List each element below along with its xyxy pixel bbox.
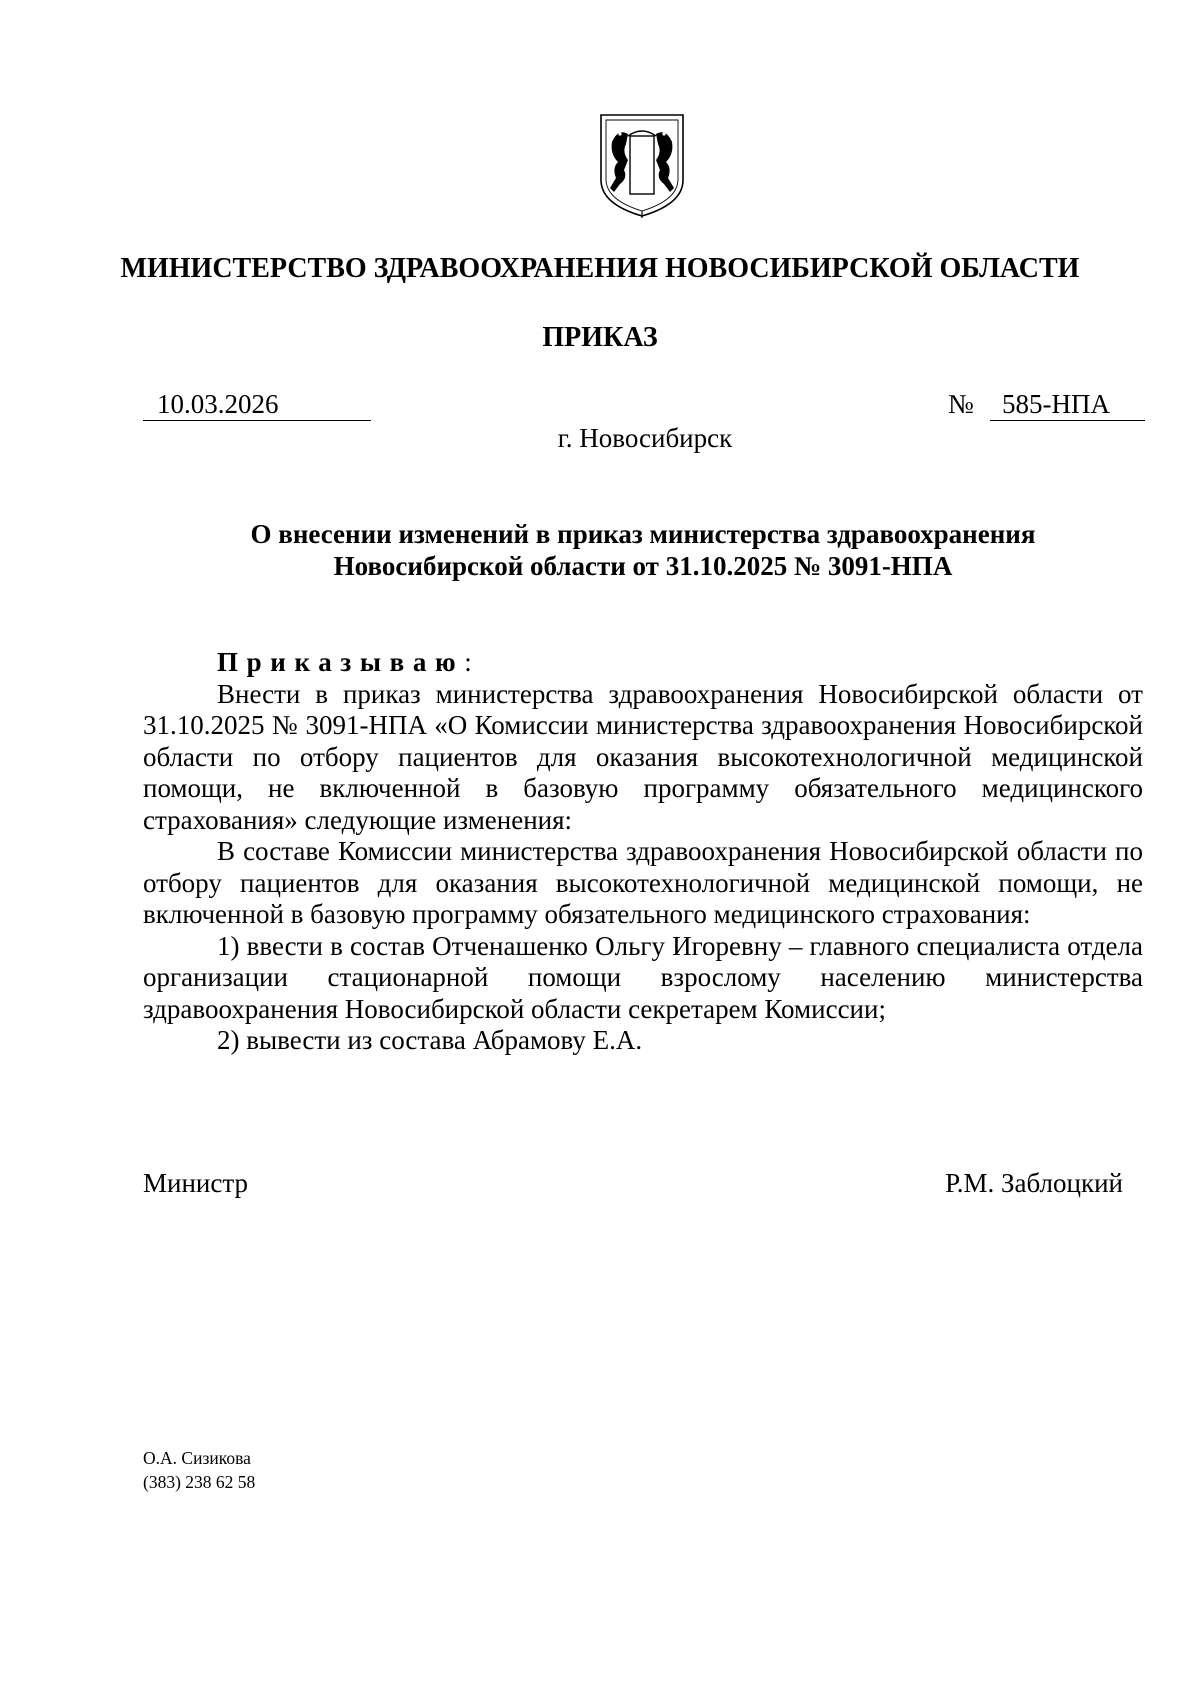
- executor-phone: (383) 238 62 58: [143, 1472, 256, 1492]
- paragraph-2: В составе Комиссии министерства здравоохранения Новосибирской области по отбору пациентов для оказания высокотехнологичной медицинской помощи, не включенной в базовую программу обязательного медицинского страхования:: [143, 836, 1143, 929]
- order-colon: :: [464, 647, 472, 677]
- subject-line-1: О внесении изменений в приказ министерства здравоохранения: [250, 519, 1036, 549]
- order-number: 585-НПА: [990, 388, 1145, 421]
- executor-name: О.А. Сизикова: [143, 1448, 251, 1468]
- city: г. Новосибирск: [557, 423, 733, 453]
- document-type: ПРИКАЗ: [542, 322, 658, 353]
- ministry-name: МИНИСТЕРСТВО ЗДРАВООХРАНЕНИЯ НОВОСИБИРСКОЙ ОБЛАСТИ: [120, 253, 1080, 284]
- signer-role: Министр: [143, 1168, 248, 1198]
- order-subject: [143, 518, 1143, 582]
- order-date: 10.03.2026: [143, 388, 371, 421]
- signer-name: Р.М. Заблоцкий: [945, 1168, 1123, 1198]
- paragraph-3: 1) ввести в состав Отченашенко Ольгу Игоревну – главного специалиста отдела организации стационарной помощи взрослому населению министерства здравоохранения Новосибирской области секретарем Комиссии;: [143, 930, 1143, 1024]
- order-directive: [143, 647, 1143, 679]
- number-sign: №: [948, 389, 974, 419]
- paragraph-1: Внести в приказ министерства здравоохранения Новосибирской области от 31.10.2025 № 3091-НПА «О Комиссии министерства здравоохранения Новосибирской области по отбору пациентов для оказания высокотехнологичной медицинской помощи, не включенной в базовую программу обязательного медицинского страхования» следующие изменения:: [143, 678, 1143, 835]
- novosibirsk-coat-of-arms-icon: [598, 112, 686, 220]
- order-body: [143, 647, 1143, 1057]
- executor-block: [143, 1446, 255, 1494]
- order-word: Приказываю: [217, 647, 465, 677]
- subject-line-2: Новосибирской области от 31.10.2025 № 3091-НПА: [333, 551, 953, 581]
- paragraph-4: 2) вывести из состава Абрамову Е.А.: [217, 1025, 643, 1055]
